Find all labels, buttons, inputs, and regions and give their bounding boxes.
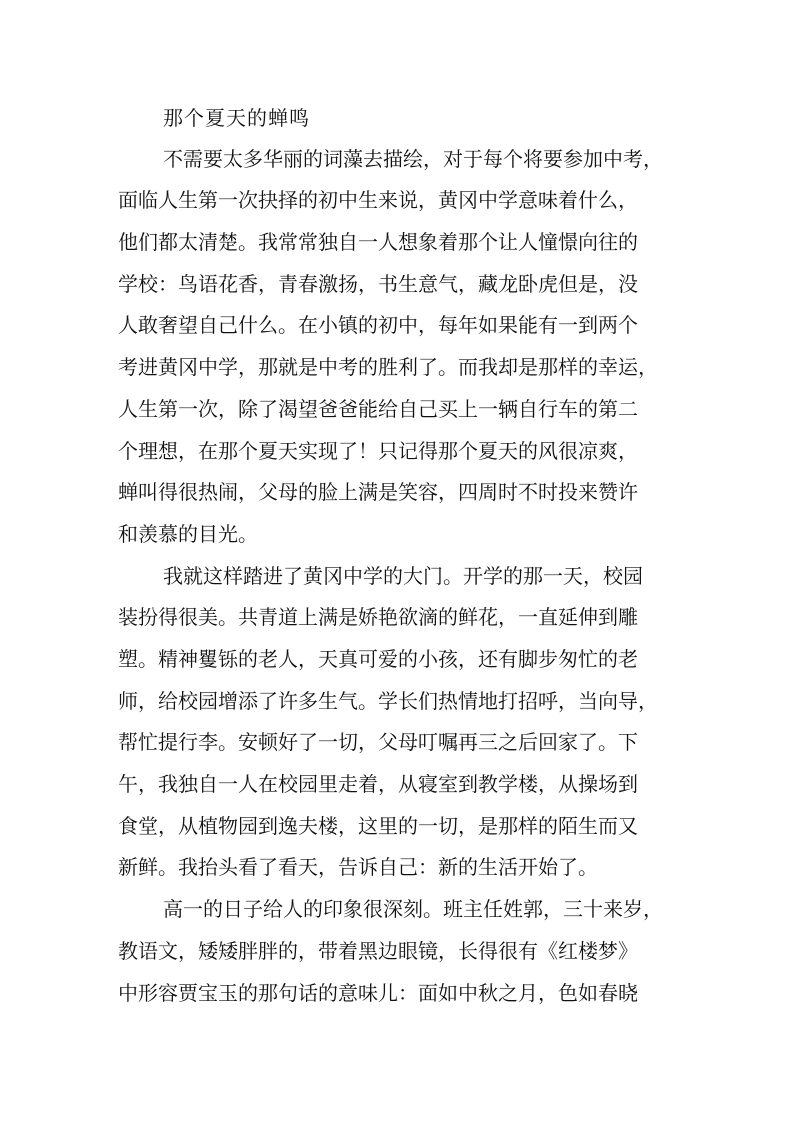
text-line: 食堂，从植物园到逸夫楼，这里的一切，是那样的陌生而又 [118, 814, 638, 838]
text-line: 个理想，在那个夏天实现了！只记得那个夏天的风很凉爽， [118, 439, 638, 463]
text-line: 午，我独自一人在校园里走着，从寝室到教学楼，从操场到 [118, 772, 638, 796]
text-line: 他们都太清楚。我常常独自一人想象着那个让人憧憬向往的 [118, 230, 638, 254]
text-line: 和羡慕的目光。 [118, 522, 258, 546]
text-line: 我就这样踏进了黄冈中学的大门。开学的那一天，校园 [163, 564, 643, 588]
text-line: 中形容贾宝玉的那句话的意味儿：面如中秋之月，色如春晓 [118, 981, 638, 1005]
essay-title: 那个夏天的蝉鸣 [163, 106, 310, 130]
text-line: 师，给校园增添了许多生气。学长们热情地打招呼，当向导， [118, 689, 658, 713]
text-line: 考进黄冈中学，那就是中考的胜利了。而我却是那样的幸运， [118, 355, 658, 379]
text-line: 蝉叫得很热闹，父母的脸上满是笑容，四周时不时投来赞许 [118, 480, 638, 504]
text-line: 面临人生第一次抉择的初中生来说，黄冈中学意味着什么， [118, 188, 638, 212]
text-line: 塑。精神矍铄的老人，天真可爱的小孩，还有脚步匆忙的老 [118, 647, 638, 671]
text-line: 学校：鸟语花香，青春激扬，书生意气，藏龙卧虎但是，没 [118, 272, 638, 296]
text-line: 不需要太多华丽的词藻去描绘，对于每个将要参加中考， [163, 147, 663, 171]
text-line: 教语文，矮矮胖胖的，带着黑边眼镜，长得很有《红楼梦》 [118, 939, 638, 963]
text-line: 高一的日子给人的印象很深刻。班主任姓郭，三十来岁， [163, 897, 663, 921]
text-line: 人敢奢望自己什么。在小镇的初中，每年如果能有一到两个 [118, 313, 638, 337]
text-line: 新鲜。我抬头看了看天，告诉自己：新的生活开始了。 [118, 855, 598, 879]
text-line: 帮忙提行李。安顿好了一切，父母叮嘱再三之后回家了。下 [118, 730, 638, 754]
text-line: 装扮得很美。共青道上满是娇艳欲滴的鲜花，一直延伸到雕 [118, 605, 638, 629]
text-line: 人生第一次，除了渴望爸爸能给自己买上一辆自行车的第二 [118, 397, 638, 421]
